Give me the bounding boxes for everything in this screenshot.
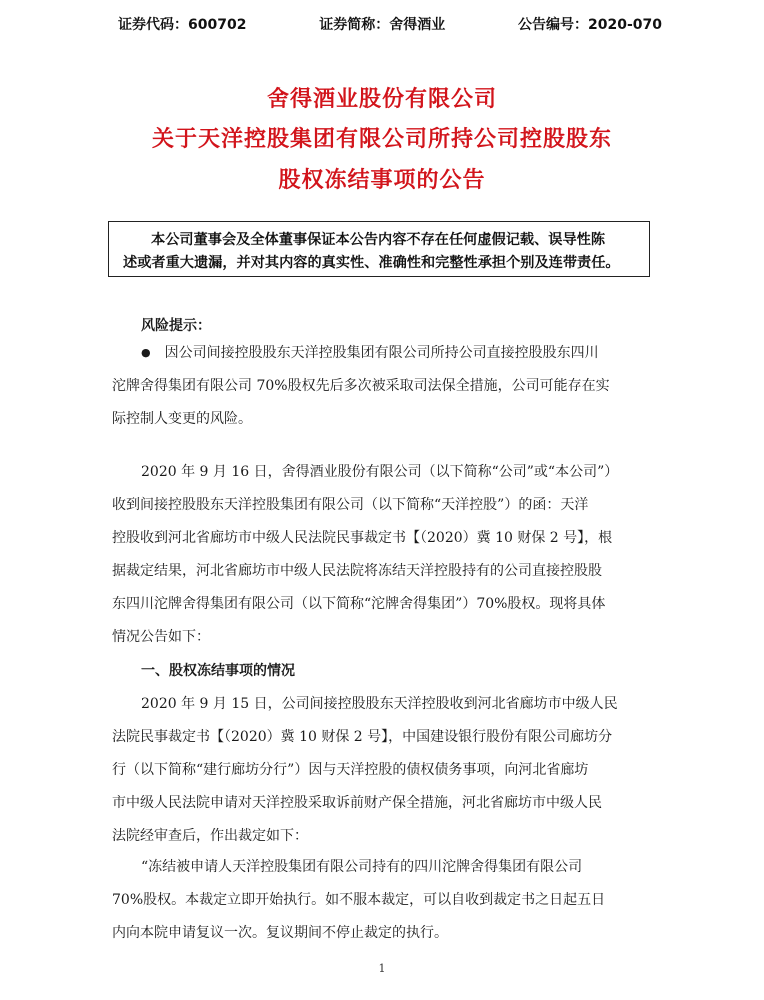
section1-line-5: 法院经审查后，作出裁定如下： xyxy=(112,828,308,844)
title-subject-line1: 关于天洋控股集团有限公司所持公司控股股东 xyxy=(151,127,612,152)
guarantee-line-1: 本公司董事会及全体董事保证本公告内容不存在任何虚假记载、误导性陈 xyxy=(151,232,606,248)
section1-line-2: 法院民事裁定书【（2020）冀 10 财保 2 号】，中国建设银行股份有限公司廊坊分 xyxy=(112,729,613,745)
para1-line-4: 据裁定结果，河北省廊坊市中级人民法院将冻结天洋控股持有的公司直接控股股 xyxy=(112,563,602,579)
guarantee-line-2: 述或者重大遗漏，并对其内容的真实性、准确性和完整性承担个别及连带责任。 xyxy=(123,255,620,271)
quote-line-2: 70%股权。本裁定立即开始执行。如不服本裁定，可以自收到裁定书之日起五日 xyxy=(112,892,606,908)
quote-line-3: 内向本院申请复议一次。复议期间不停止裁定的执行。 xyxy=(112,925,448,941)
page-number: 1 xyxy=(378,962,386,975)
notice-number: 公告编号：2020-070 xyxy=(517,17,662,33)
stock-code: 证券代码：600702 xyxy=(118,17,247,33)
para1-line-3: 控股收到河北省廊坊市中级人民法院民事裁定书【（2020）冀 10 财保 2 号】，根 xyxy=(112,530,613,546)
document-header xyxy=(118,14,662,34)
board-guarantee-box xyxy=(108,221,650,277)
section1-line-1: 2020 年 9 月 15 日，公司间接控股股东天洋控股收到河北省廊坊市中级人民 xyxy=(141,696,618,712)
title-company: 舍得酒业股份有限公司 xyxy=(266,87,497,112)
para1-line-1: 2020 年 9 月 16 日，舍得酒业股份有限公司（以下简称“公司”或“本公司”） xyxy=(141,464,619,480)
para1-line-2: 收到间接控股股东天洋控股集团有限公司（以下简称“天洋控股”）的函：天洋 xyxy=(112,497,589,513)
title-subject-line2: 股权冻结事项的公告 xyxy=(278,168,486,193)
risk-heading: 风险提示： xyxy=(141,318,211,334)
bullet-icon: ● xyxy=(141,346,151,359)
quote-line-1: “冻结被申请人天洋控股集团有限公司持有的四川沱牌舍得集团有限公司 xyxy=(141,859,583,875)
para1-line-6: 情况公告如下： xyxy=(112,629,210,645)
section1-heading: 一、股权冻结事项的情况 xyxy=(141,663,295,679)
section1-line-4: 市中级人民法院申请对天洋控股采取诉前财产保全措施，河北省廊坊市中级人民 xyxy=(112,795,602,811)
section1-line-3: 行（以下简称“建行廊坊分行”）因与天洋控股的债权债务事项，向河北省廊坊 xyxy=(112,762,589,778)
para1-line-5: 东四川沱牌舍得集团有限公司（以下简称“沱牌舍得集团”）70%股权。现将具体 xyxy=(112,596,606,612)
risk-line-3: 际控制人变更的风险。 xyxy=(112,411,252,427)
risk-text: 因公司间接控股股东天洋控股集团有限公司所持公司直接控股股东四川 xyxy=(164,345,599,361)
risk-line-2: 沱牌舍得集团有限公司 70%股权先后多次被采取司法保全措施，公司可能存在实 xyxy=(112,378,610,394)
risk-bullet-line-1 xyxy=(141,343,681,363)
stock-name: 证券简称：舍得酒业 xyxy=(319,17,446,33)
